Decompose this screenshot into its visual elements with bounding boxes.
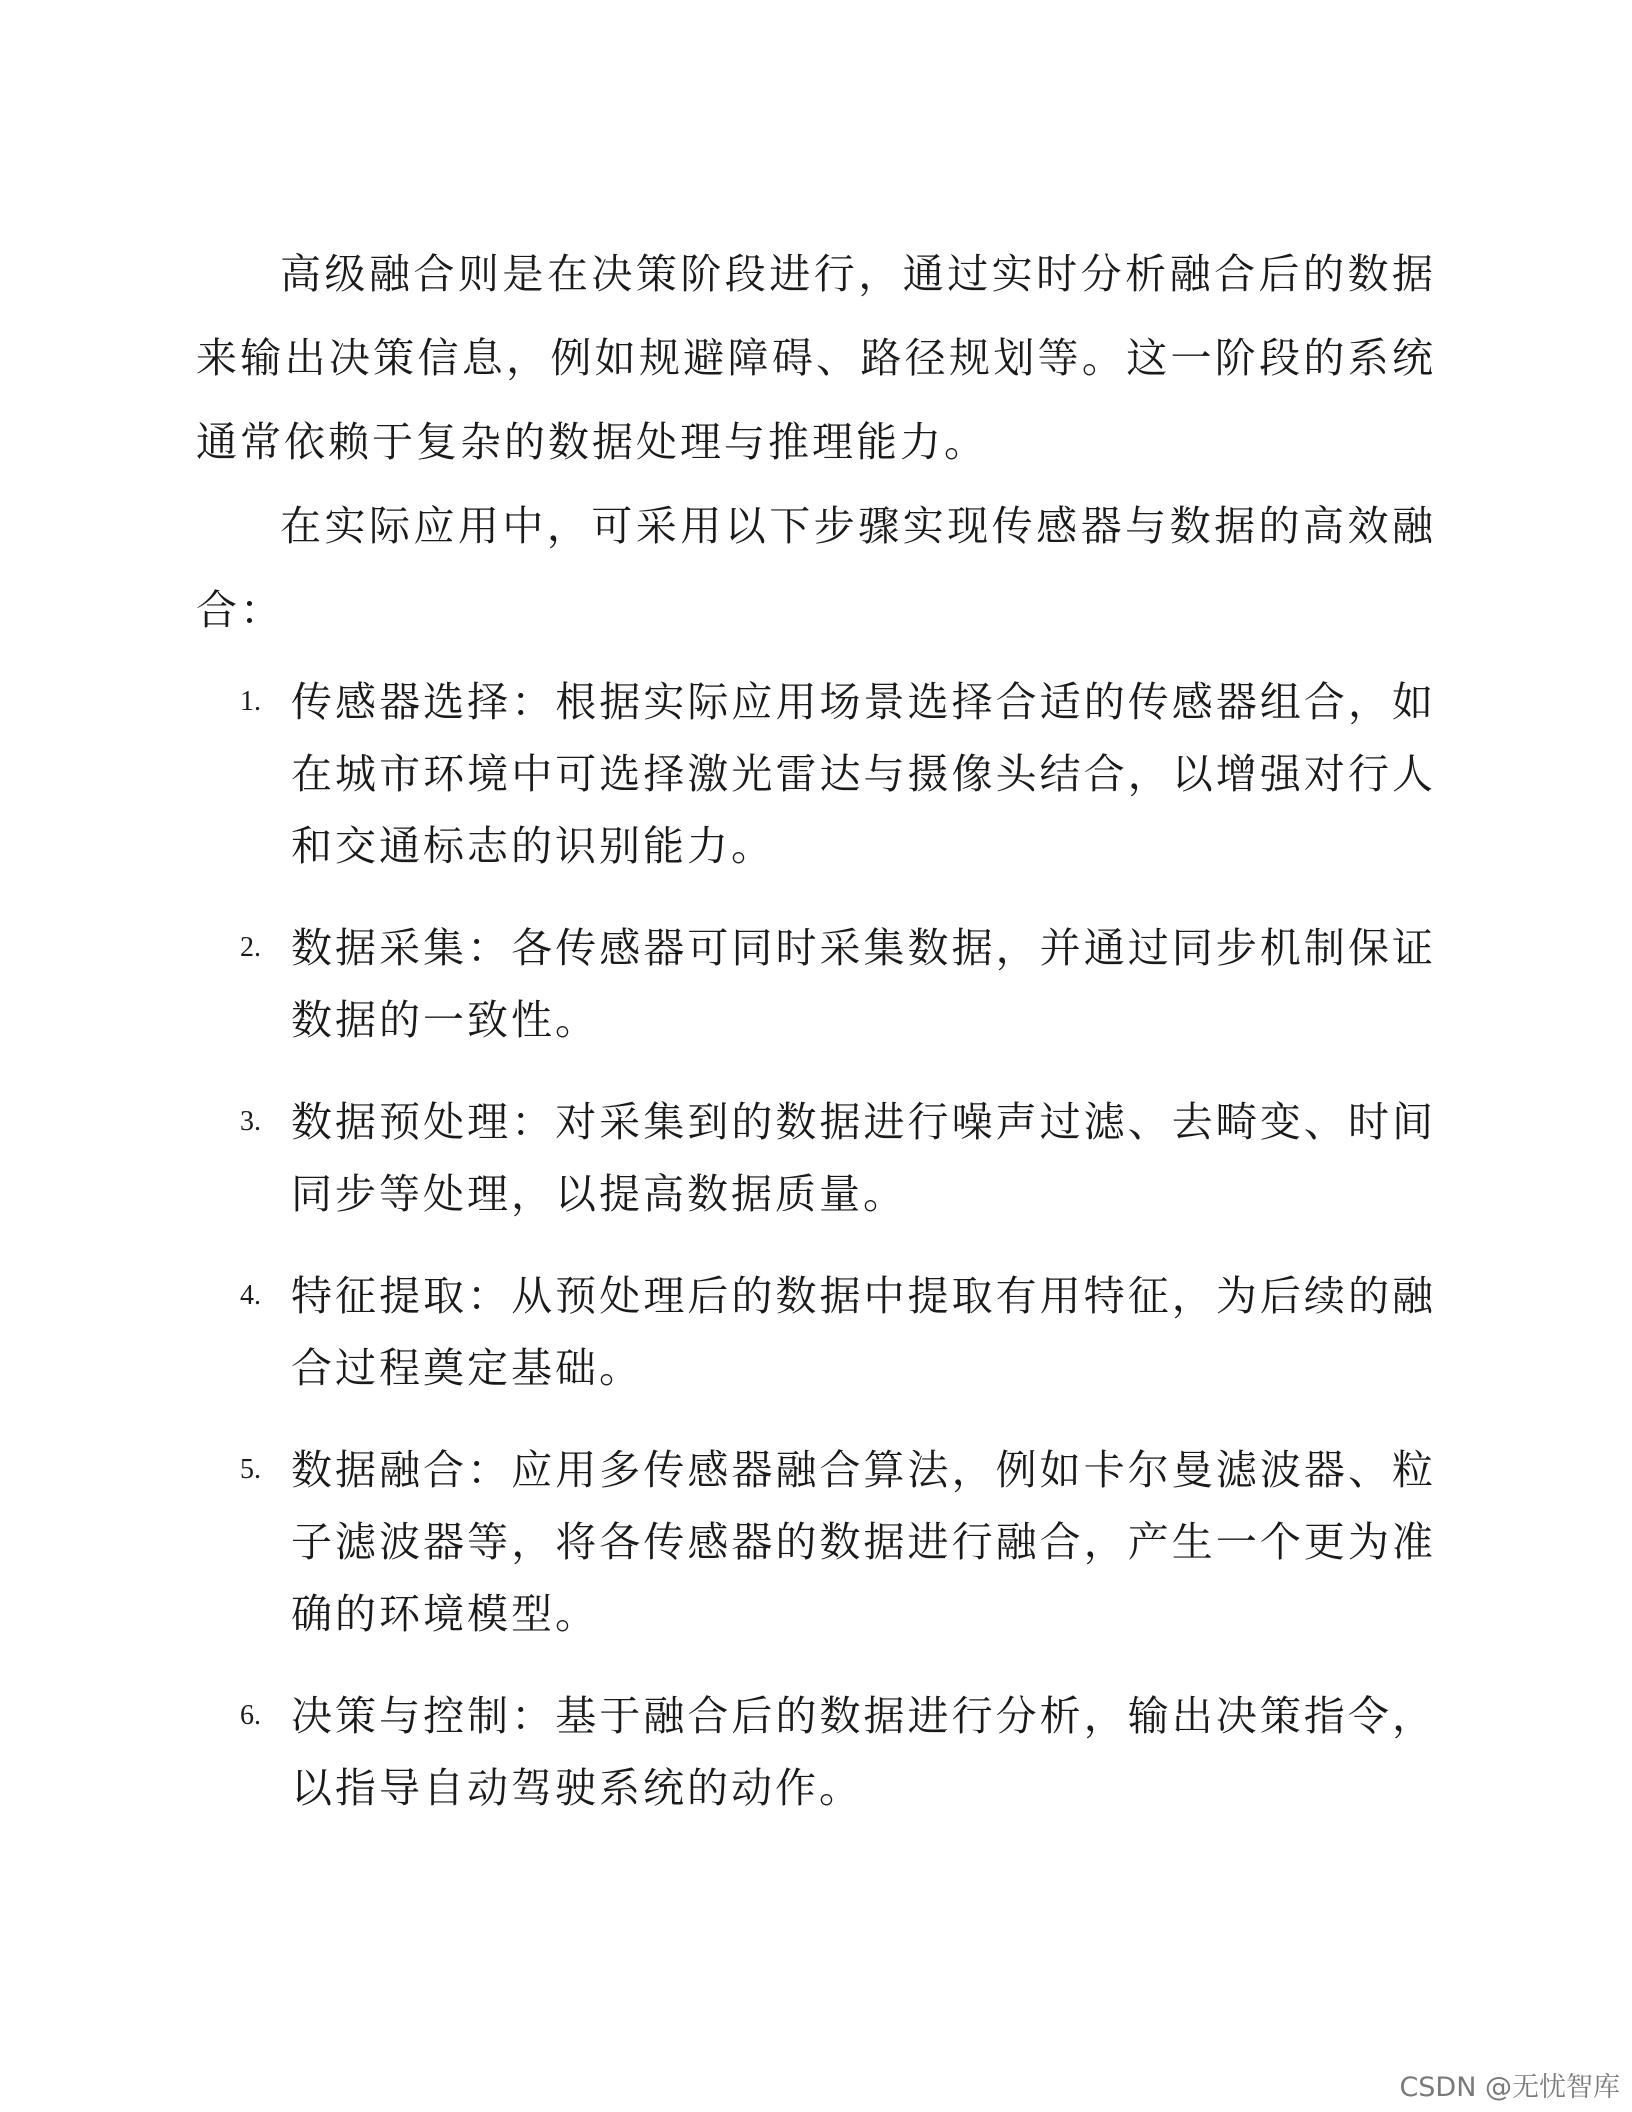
list-item: [196, 1086, 1436, 1230]
paragraph-steps-intro: 在实际应用中，可采用以下步骤实现传感器与数据的高效融合：: [196, 502, 1436, 634]
list-item: [196, 666, 1436, 882]
step-number: 3.: [240, 1106, 261, 1137]
step-number: 2.: [240, 932, 261, 963]
step-text: 数据融合：应用多传感器融合算法，例如卡尔曼滤波器、粒子滤波器等，将各传感器的数据进行融合，产生一个更为准确的环境模型。: [291, 1446, 1436, 1638]
steps-list: [196, 666, 1436, 1824]
step-number: 6.: [240, 1700, 261, 1731]
document-page: [196, 232, 1436, 1854]
list-item: [196, 912, 1436, 1056]
step-text: 数据采集：各传感器可同时采集数据，并通过同步机制保证数据的一致性。: [291, 924, 1436, 1044]
list-item: [196, 1680, 1436, 1824]
list-item: [196, 1260, 1436, 1404]
watermark: CSDN @无忧智库: [1399, 2072, 1620, 2103]
step-number: 1.: [240, 686, 261, 717]
paragraph-high-level-fusion: 高级融合则是在决策阶段进行，通过实时分析融合后的数据来输出决策信息，例如规避障碍、路径规划等。这一阶段的系统通常依赖于复杂的数据处理与推理能力。: [196, 250, 1436, 466]
step-text: 传感器选择：根据实际应用场景选择合适的传感器组合，如在城市环境中可选择激光雷达与摄像头结合，以增强对行人和交通标志的识别能力。: [291, 678, 1436, 870]
step-text: 特征提取：从预处理后的数据中提取有用特征，为后续的融合过程奠定基础。: [291, 1272, 1436, 1392]
step-number: 4.: [240, 1280, 261, 1311]
list-item: [196, 1434, 1436, 1650]
step-text: 数据预处理：对采集到的数据进行噪声过滤、去畸变、时间同步等处理，以提高数据质量。: [291, 1098, 1436, 1218]
step-text: 决策与控制：基于融合后的数据进行分析，输出决策指令，以指导自动驾驶系统的动作。: [291, 1692, 1436, 1812]
step-number: 5.: [240, 1454, 261, 1485]
